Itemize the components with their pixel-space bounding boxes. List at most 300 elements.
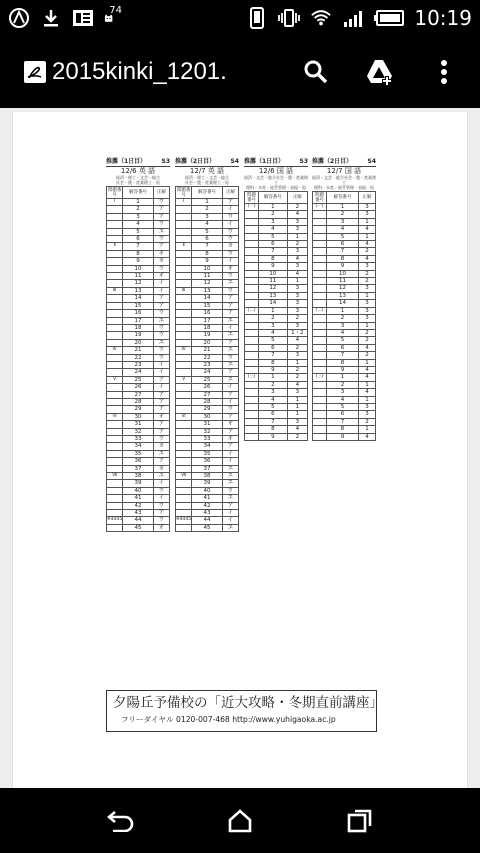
answer-number-cell: 32 xyxy=(192,428,223,435)
section-cell xyxy=(313,359,327,366)
correct-answer-cell: イ xyxy=(153,361,169,368)
section-cell xyxy=(313,329,327,336)
answer-number-cell: 41 xyxy=(192,495,223,502)
correct-answer-cell: イ xyxy=(153,369,169,376)
table-row xyxy=(176,428,239,435)
answer-table xyxy=(312,191,376,441)
section-cell xyxy=(245,366,259,373)
answer-block-english-day2 xyxy=(175,158,239,532)
table-row xyxy=(313,285,376,292)
table-row xyxy=(176,421,239,428)
correct-answer-cell: 2 xyxy=(287,374,307,381)
answer-number-cell: 1 xyxy=(327,374,359,381)
table-row xyxy=(245,241,308,248)
answer-number-cell: 21 xyxy=(192,347,223,354)
section-cell xyxy=(176,339,192,346)
answer-number-cell: 30 xyxy=(123,413,154,420)
section-cell xyxy=(176,450,192,457)
correct-answer-cell: 3 xyxy=(287,292,307,299)
correct-answer-cell: ア xyxy=(153,206,169,213)
section-cell xyxy=(176,236,192,243)
correct-answer-cell: ウ xyxy=(153,354,169,361)
answer-number-cell: 23 xyxy=(192,361,223,368)
section-cell xyxy=(245,248,259,255)
section-cell xyxy=(176,487,192,494)
section-cell xyxy=(313,337,327,344)
section-cell xyxy=(313,322,327,329)
section-cell xyxy=(313,389,327,396)
correct-answer-cell: 1 xyxy=(359,381,376,388)
section-cell xyxy=(176,250,192,257)
correct-answer-cell: 3 xyxy=(359,300,376,307)
section-cell xyxy=(313,315,327,322)
answer-number-cell: 6 xyxy=(259,241,288,248)
answer-number-cell: 20 xyxy=(192,339,223,346)
answer-number-cell: 8 xyxy=(259,359,288,366)
correct-answer-cell: エ xyxy=(153,317,169,324)
table-row xyxy=(176,258,239,265)
correct-answer-cell: ア xyxy=(222,391,238,398)
section-cell xyxy=(313,248,327,255)
answer-number-cell: 25 xyxy=(192,376,223,383)
section-cell xyxy=(313,226,327,233)
table-row xyxy=(176,443,239,450)
section-cell xyxy=(107,428,123,435)
table-row xyxy=(245,411,308,418)
correct-answer-cell: ア xyxy=(153,428,169,435)
correct-answer-cell: 2 xyxy=(359,352,376,359)
answer-number-cell: 2 xyxy=(259,315,288,322)
answer-number-cell: 5 xyxy=(259,233,288,240)
correct-answer-cell: 3 xyxy=(287,322,307,329)
correct-answer-cell: 3 xyxy=(287,226,307,233)
block-date-subject: 12/6 国 語 xyxy=(258,167,294,175)
answer-number-cell: 27 xyxy=(192,391,223,398)
correct-answer-cell: エ xyxy=(222,495,238,502)
table-row xyxy=(313,418,376,425)
section-cell xyxy=(176,265,192,272)
pdf-icon xyxy=(22,59,48,85)
table-row xyxy=(176,510,239,517)
answer-number-cell: 12 xyxy=(123,280,154,287)
section-cell xyxy=(245,285,259,292)
correct-answer-cell: 4 xyxy=(359,255,376,262)
answer-number-cell: 44 xyxy=(192,517,223,524)
correct-answer-cell: エ xyxy=(153,473,169,480)
section-cell: Ⅵ xyxy=(107,413,123,420)
correct-answer-cell: 1 xyxy=(287,359,307,366)
section-cell xyxy=(107,221,123,228)
correct-answer-cell: 2 xyxy=(359,337,376,344)
section-cell: Ⅳ xyxy=(107,347,123,354)
section-cell xyxy=(176,480,192,487)
table-row xyxy=(245,315,308,322)
correct-answer-cell: ア xyxy=(153,391,169,398)
section-cell xyxy=(313,241,327,248)
correct-answer-cell: イ xyxy=(153,280,169,287)
correct-answer-cell: 2 xyxy=(287,315,307,322)
table-row xyxy=(245,233,308,240)
section-cell xyxy=(176,258,192,265)
table-row xyxy=(176,250,239,257)
correct-answer-cell: ア xyxy=(153,510,169,517)
section-cell xyxy=(176,213,192,220)
table-row xyxy=(245,374,308,381)
table-row xyxy=(176,473,239,480)
section-cell xyxy=(107,280,123,287)
table-row xyxy=(107,347,170,354)
table-row xyxy=(176,458,239,465)
table-row xyxy=(107,487,170,494)
section-cell: ※4445 xyxy=(176,517,192,523)
overflow-menu-icon[interactable] xyxy=(422,50,466,94)
section-cell xyxy=(313,433,327,440)
table-row xyxy=(107,376,170,383)
table-row xyxy=(245,270,308,277)
answer-number-cell: 24 xyxy=(192,369,223,376)
section-cell xyxy=(313,396,327,403)
correct-answer-cell: 4 xyxy=(287,381,307,388)
answer-number-cell: 6 xyxy=(327,411,359,418)
table-row xyxy=(107,517,170,524)
correct-answer-cell: オ xyxy=(222,421,238,428)
correct-answer-cell: オ xyxy=(222,436,238,443)
answer-number-cell: 9 xyxy=(327,433,359,440)
col-question-number: 問題番号 xyxy=(176,187,191,198)
block-session: 推薦（2日目） xyxy=(312,158,353,165)
answer-number-cell: 6 xyxy=(259,344,288,351)
section-cell xyxy=(107,398,123,405)
correct-answer-cell: 1 xyxy=(359,292,376,299)
correct-answer-cell: 2 xyxy=(359,329,376,336)
section-cell xyxy=(245,433,259,440)
correct-answer-cell: イ xyxy=(222,510,238,517)
table-row xyxy=(107,265,170,272)
answer-number-cell: 3 xyxy=(327,322,359,329)
answer-number-cell: 6 xyxy=(123,236,154,243)
correct-answer-cell: イ xyxy=(222,517,238,524)
section-cell xyxy=(107,421,123,428)
answer-number-cell: 7 xyxy=(259,418,288,425)
section-cell xyxy=(245,359,259,366)
answer-number-cell: 14 xyxy=(259,300,288,307)
section-cell xyxy=(245,315,259,322)
section-cell xyxy=(107,510,123,517)
correct-answer-cell: 1 xyxy=(287,233,307,240)
battery-icon xyxy=(374,7,404,29)
correct-answer-cell: ア xyxy=(222,302,238,309)
answer-number-cell: 7 xyxy=(259,352,288,359)
correct-answer-cell: ア xyxy=(153,421,169,428)
section-cell xyxy=(245,218,259,225)
correct-answer-cell: 3 xyxy=(359,307,376,314)
answer-number-cell: 18 xyxy=(192,324,223,331)
table-row xyxy=(245,307,308,314)
drive-add-icon[interactable] xyxy=(358,50,402,94)
section-cell xyxy=(176,206,192,213)
correct-answer-cell: 3 xyxy=(287,285,307,292)
correct-answer-cell: カ xyxy=(222,243,238,250)
table-row xyxy=(107,243,170,250)
section-cell xyxy=(176,398,192,405)
app-bar xyxy=(0,36,480,108)
table-row xyxy=(176,317,239,324)
table-row xyxy=(107,213,170,220)
correct-answer-cell: ア xyxy=(222,199,238,206)
table-row xyxy=(176,236,239,243)
section-cell xyxy=(176,524,192,531)
table-row xyxy=(313,403,376,410)
section-cell xyxy=(245,226,259,233)
table-row xyxy=(313,248,376,255)
wifi-icon xyxy=(310,7,332,29)
answer-number-cell: 1 xyxy=(259,374,288,381)
table-row xyxy=(107,258,170,265)
section-cell xyxy=(107,324,123,331)
answer-number-cell: 9 xyxy=(192,258,223,265)
section-cell xyxy=(176,228,192,235)
correct-answer-cell: イ xyxy=(153,384,169,391)
section-cell xyxy=(107,487,123,494)
table-row xyxy=(107,206,170,213)
correct-answer-cell: 2 xyxy=(287,241,307,248)
answer-number-cell: 1 xyxy=(327,307,359,314)
table-row xyxy=(245,329,308,336)
table-row xyxy=(313,278,376,285)
table-row xyxy=(313,396,376,403)
answer-number-cell: 1 xyxy=(327,204,359,211)
correct-answer-cell: オ xyxy=(222,265,238,272)
correct-answer-cell: オ xyxy=(153,413,169,420)
table-row xyxy=(313,270,376,277)
section-cell xyxy=(245,396,259,403)
answer-number-cell: 8 xyxy=(327,426,359,433)
table-row xyxy=(107,361,170,368)
block-faculties-1: 経済・文芸・総合社会・農・産業理工 xyxy=(244,175,308,185)
answer-number-cell: 19 xyxy=(192,332,223,339)
block-session: 推薦（1日目） xyxy=(106,158,147,165)
section-cell: ※4445 xyxy=(107,517,123,523)
answer-number-cell: 13 xyxy=(327,292,359,299)
block-header xyxy=(175,158,239,167)
correct-answer-cell: キ xyxy=(153,250,169,257)
correct-answer-cell: 1 xyxy=(359,218,376,225)
correct-answer-cell: 3 xyxy=(359,315,376,322)
correct-answer-cell: イ xyxy=(222,206,238,213)
col-question-number: 問題番号 xyxy=(245,192,259,204)
answer-number-cell: 9 xyxy=(123,258,154,265)
recents-icon[interactable] xyxy=(330,791,390,851)
correct-answer-cell: ア xyxy=(222,502,238,509)
table-row xyxy=(313,329,376,336)
correct-answer-cell: エ xyxy=(222,332,238,339)
pdf-page[interactable] xyxy=(12,112,468,788)
answer-number-cell: 36 xyxy=(123,458,154,465)
correct-answer-cell: イ xyxy=(153,480,169,487)
table-row xyxy=(245,381,308,388)
table-row xyxy=(176,450,239,457)
section-cell xyxy=(176,361,192,368)
section-cell: Ⅴ xyxy=(176,376,192,383)
table-row xyxy=(313,315,376,322)
correct-answer-cell: ウ xyxy=(153,347,169,354)
answer-number-cell: 7 xyxy=(259,248,288,255)
correct-answer-cell: ウ xyxy=(222,213,238,220)
table-row xyxy=(245,366,308,373)
answer-number-cell: 9 xyxy=(259,263,288,270)
table-row xyxy=(176,324,239,331)
section-cell xyxy=(245,426,259,433)
correct-answer-cell: 1 xyxy=(359,322,376,329)
section-cell xyxy=(313,403,327,410)
correct-answer-cell: 2 xyxy=(287,204,307,211)
section-cell xyxy=(107,295,123,302)
correct-answer-cell: 4 xyxy=(287,270,307,277)
correct-answer-cell: カ xyxy=(153,465,169,472)
section-cell xyxy=(313,426,327,433)
table-row xyxy=(176,280,239,287)
pdf-viewer[interactable] xyxy=(0,108,480,788)
answer-number-cell: 39 xyxy=(192,480,223,487)
answer-number-cell: 8 xyxy=(327,255,359,262)
table-row xyxy=(107,413,170,420)
answer-number-cell: 4 xyxy=(327,226,359,233)
table-row xyxy=(313,344,376,351)
answer-number-cell: 3 xyxy=(259,218,288,225)
table-row xyxy=(313,381,376,388)
answer-number-cell: 31 xyxy=(192,421,223,428)
block-faculties-2: 理科・水産・経営管理・表現・短 xyxy=(314,185,374,190)
section-cell xyxy=(245,211,259,218)
section-cell: Ⅳ xyxy=(176,347,192,354)
home-icon[interactable] xyxy=(210,791,270,851)
section-cell xyxy=(245,418,259,425)
correct-answer-cell: オ xyxy=(153,524,169,531)
table-row xyxy=(176,228,239,235)
table-row xyxy=(313,366,376,373)
section-cell xyxy=(176,273,192,280)
correct-answer-cell: 4 xyxy=(359,226,376,233)
correct-answer-cell: イ xyxy=(153,495,169,502)
correct-answer-cell: ウ xyxy=(222,273,238,280)
correct-answer-cell: 4 xyxy=(359,374,376,381)
correct-answer-cell: ア xyxy=(222,295,238,302)
table-row xyxy=(176,517,239,524)
answer-block-english-day1 xyxy=(106,158,170,532)
col-correct-answer: 正解 xyxy=(153,187,169,199)
table-row xyxy=(245,418,308,425)
answer-table xyxy=(175,186,239,532)
correct-answer-cell: エ xyxy=(153,339,169,346)
correct-answer-cell: エ xyxy=(153,450,169,457)
correct-answer-cell: 4 xyxy=(359,366,376,373)
table-row xyxy=(107,391,170,398)
table-row xyxy=(107,302,170,309)
table-row xyxy=(107,228,170,235)
correct-answer-cell: ウ xyxy=(222,406,238,413)
answer-number-cell: 14 xyxy=(327,300,359,307)
section-cell: Ⅱ xyxy=(107,243,123,250)
correct-answer-cell: ア xyxy=(153,398,169,405)
section-cell xyxy=(107,465,123,472)
table-row xyxy=(245,403,308,410)
correct-answer-cell: 4 xyxy=(359,241,376,248)
section-cell xyxy=(107,354,123,361)
section-cell: Ⅱ xyxy=(176,243,192,250)
answer-number-cell: 37 xyxy=(192,465,223,472)
answer-number-cell: 11 xyxy=(192,273,223,280)
back-icon[interactable] xyxy=(90,791,150,851)
section-cell xyxy=(313,263,327,270)
correct-answer-cell: ア xyxy=(153,458,169,465)
answer-number-cell: 20 xyxy=(123,339,154,346)
section-cell: Ⅲ xyxy=(107,287,123,294)
section-cell xyxy=(176,310,192,317)
answer-number-cell: 38 xyxy=(123,473,154,480)
section-cell xyxy=(176,443,192,450)
answer-number-cell: 29 xyxy=(192,406,223,413)
section-cell xyxy=(245,300,259,307)
answer-number-cell: 29 xyxy=(123,406,154,413)
answer-number-cell: 22 xyxy=(123,354,154,361)
section-cell xyxy=(176,221,192,228)
correct-answer-cell: エ xyxy=(222,473,238,480)
block-header xyxy=(106,158,170,167)
table-row xyxy=(313,426,376,433)
correct-answer-cell: 3 xyxy=(287,248,307,255)
section-cell: Ⅶ xyxy=(176,473,192,480)
phone-icon xyxy=(246,7,268,29)
table-row xyxy=(176,265,239,272)
correct-answer-cell: 3 xyxy=(359,204,376,211)
correct-answer-cell: 3 xyxy=(287,418,307,425)
table-row xyxy=(245,278,308,285)
answer-block-japanese-day2 xyxy=(312,158,376,441)
table-row xyxy=(245,396,308,403)
block-faculties-2: 理科・水産・経営管理・表現・短 xyxy=(246,185,306,190)
answer-number-cell: 13 xyxy=(123,287,154,294)
correct-answer-cell: ア xyxy=(153,302,169,309)
table-row xyxy=(176,310,239,317)
col-answer-number: 解答番号 xyxy=(192,187,223,199)
table-row xyxy=(107,221,170,228)
section-cell xyxy=(245,352,259,359)
answer-number-cell: 13 xyxy=(259,292,288,299)
section-cell: Ⅰ xyxy=(176,199,192,206)
table-row xyxy=(245,389,308,396)
correct-answer-cell: ア xyxy=(222,339,238,346)
table-row xyxy=(176,487,239,494)
answer-number-cell: 17 xyxy=(192,317,223,324)
section-cell xyxy=(313,270,327,277)
section-cell xyxy=(107,480,123,487)
answer-number-cell: 42 xyxy=(192,502,223,509)
search-icon[interactable] xyxy=(294,50,338,94)
section-cell xyxy=(245,344,259,351)
section-cell xyxy=(176,428,192,435)
table-row xyxy=(313,263,376,270)
table-row xyxy=(313,211,376,218)
correct-answer-cell: ウ xyxy=(153,487,169,494)
correct-answer-cell: イ xyxy=(222,258,238,265)
table-row xyxy=(313,352,376,359)
correct-answer-cell: エ xyxy=(222,376,238,383)
table-row xyxy=(245,226,308,233)
correct-answer-cell: ア xyxy=(153,213,169,220)
correct-answer-cell: エ xyxy=(222,317,238,324)
section-cell: Ⅲ xyxy=(176,287,192,294)
section-cell xyxy=(245,278,259,285)
